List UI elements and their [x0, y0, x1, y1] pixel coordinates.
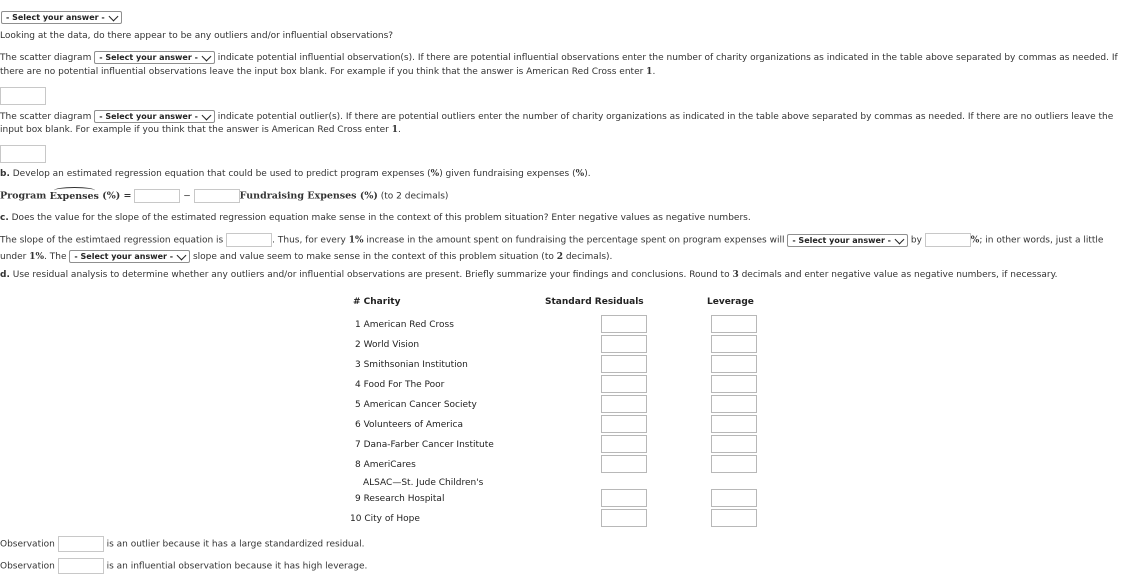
table-row: 6 Volunteers of America: [355, 420, 463, 430]
leverage-column-header: Leverage: [707, 297, 754, 307]
influential-line-2: there are no potential influential observations leave the input box blank. For example if you think that the answer is American Red Cross enter 1.: [0, 67, 656, 77]
std-residual-input-7[interactable]: [601, 435, 647, 453]
makes-sense-dropdown[interactable]: - Select your answer -: [69, 250, 190, 263]
table-row: 9 Research Hospital: [355, 494, 445, 504]
outliers-question: Looking at the data, do there appear to be any outliers and/or influential observations?: [0, 31, 394, 41]
slope-value-input[interactable]: [226, 233, 272, 247]
leverage-input-4[interactable]: [711, 375, 757, 393]
std-residual-input-8[interactable]: [601, 455, 647, 473]
chevron-down-icon: [177, 251, 187, 261]
std-residual-input-10[interactable]: [601, 509, 647, 527]
outlier-dropdown[interactable]: - Select your answer -: [94, 110, 215, 123]
chevron-down-icon: [895, 234, 905, 244]
table-row: 3 Smithsonian Institution: [355, 360, 468, 370]
outlier-input[interactable]: [0, 145, 46, 163]
slope-line-2: under 1%. The - Select your answer - slope and value seem to make sense in the context of this problem situation (to 2 decimals).: [0, 252, 613, 262]
table-row: 10 City of Hope: [350, 514, 420, 524]
outlier-line-1: The scatter diagram - Select your answer - indicate potential outlier(s). If there are potential outliers enter the number of charity organizations as indicated in the table above separated by commas as needed. If there are no outliers leave the: [0, 112, 1114, 122]
table-row: 8 AmeriCares: [355, 460, 416, 470]
change-amount-input[interactable]: [925, 233, 971, 247]
std-residual-input-1[interactable]: [601, 315, 647, 333]
intercept-input[interactable]: [134, 189, 180, 203]
part-c-text: c. Does the value for the slope of the estimated regression equation make sense in the context of this problem situation? Enter negative values as negative numbers.: [0, 213, 751, 223]
outlier-observation-input[interactable]: [58, 536, 104, 552]
std-residual-input-6[interactable]: [601, 415, 647, 433]
answer-dropdown-top[interactable]: - Select your answer -: [1, 11, 122, 24]
leverage-input-7[interactable]: [711, 435, 757, 453]
influential-observation-line: Observation is an influential observation because it has high leverage.: [0, 558, 367, 574]
slope-coef-input[interactable]: [194, 189, 240, 203]
leverage-input-1[interactable]: [711, 315, 757, 333]
outlier-line-2: input box blank. For example if you think that the answer is American Red Cross enter 1.: [0, 125, 401, 135]
table-row: 4 Food For The Poor: [355, 380, 445, 390]
table-row: 5 American Cancer Society: [355, 400, 477, 410]
chevron-down-icon: [108, 12, 118, 22]
expenses-hat: Expenses: [49, 190, 99, 202]
leverage-input-6[interactable]: [711, 415, 757, 433]
leverage-input-10[interactable]: [711, 509, 757, 527]
std-residual-input-5[interactable]: [601, 395, 647, 413]
charity-column-header: # Charity: [353, 297, 401, 307]
leverage-input-3[interactable]: [711, 355, 757, 373]
chevron-down-icon: [201, 111, 211, 121]
table-row: 7 Dana-Farber Cancer Institute: [355, 440, 494, 450]
std-residual-input-2[interactable]: [601, 335, 647, 353]
influential-observation-input[interactable]: [58, 558, 104, 574]
std-residuals-column-header: Standard Residuals: [545, 297, 644, 307]
leverage-input-5[interactable]: [711, 395, 757, 413]
std-residual-input-3[interactable]: [601, 355, 647, 373]
influential-line-1: The scatter diagram - Select your answer - indicate potential influential observation(s). If there are potential influential observations enter the number of charity organizations as indicated in the table above separated by commas as needed. If: [0, 53, 1118, 63]
leverage-input-9[interactable]: [711, 489, 757, 507]
change-direction-dropdown[interactable]: - Select your answer -: [787, 234, 908, 247]
part-b-text: b. Develop an estimated regression equation that could be used to predict program expenses (%) given fundraising expenses (%).: [0, 169, 591, 179]
leverage-input-2[interactable]: [711, 335, 757, 353]
table-row: ALSAC—St. Jude Children's: [363, 478, 484, 488]
std-residual-input-9[interactable]: [601, 489, 647, 507]
influential-dropdown[interactable]: - Select your answer -: [94, 51, 215, 64]
leverage-input-8[interactable]: [711, 455, 757, 473]
influential-input[interactable]: [0, 87, 46, 105]
outlier-observation-line: Observation is an outlier because it has a large standardized residual.: [0, 536, 365, 552]
table-row: 2 World Vision: [355, 340, 420, 350]
regression-equation: Program Expenses (%) = − Fundraising Expenses (%) (to 2 decimals): [0, 190, 449, 202]
std-residual-input-4[interactable]: [601, 375, 647, 393]
table-row: 1 American Red Cross: [355, 320, 454, 330]
part-d-text: d. Use residual analysis to determine whether any outliers and/or influential observations are present. Briefly summarize your findings and conclusions. Round to 3 decimals and enter negative value as negative numbers, if necessary.: [0, 270, 1058, 280]
chevron-down-icon: [201, 52, 211, 62]
slope-line-1: The slope of the estimtaed regression equation is . Thus, for every 1% increase in the amount spent on fundraising the percentage spent on program expenses will - Select your answer - by %; in other words, just a little: [0, 233, 1103, 247]
